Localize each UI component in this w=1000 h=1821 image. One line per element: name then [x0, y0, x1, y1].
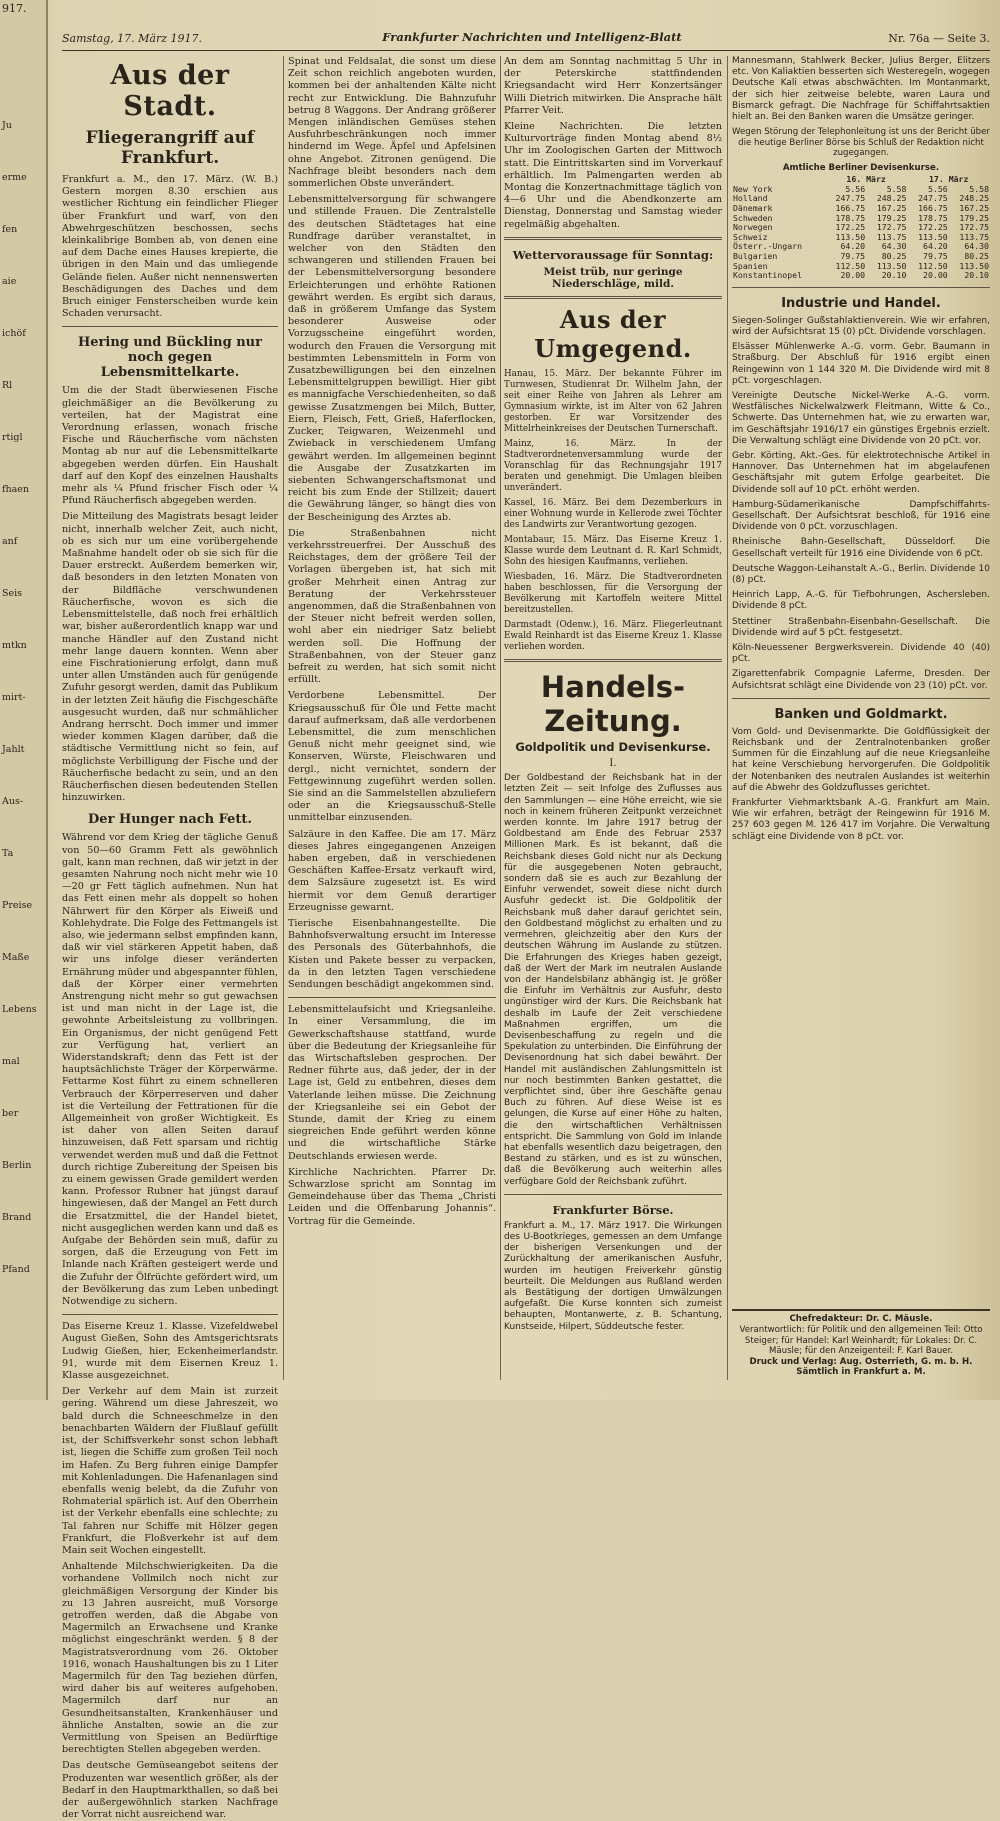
article-text: Kleine Nachrichten. Die letzten Kulturvorträge finden Montag abend 8½ Uhr im Zoologischen Garten der Mittwoch statt. Die Eintrittskarten sind im Vorverkauf erhältlich. Im Palmengarten werden ab Montag die Konzertnachmittage täglich von 4—6 Uhr und die Abendkonzerte am Dienstag, Donnerstag und Samstag wieder regelmäßig abgehalten. — [504, 121, 722, 230]
article-text: Deutsche Waggon-Leihanstalt A.-G., Berlin. Dividende 10 (8) pCt. — [732, 563, 990, 586]
article-text: Der Verkehr auf dem Main ist zurzeit gering. Während um diese Jahreszeit, wo bald durch die Schneeschmelze in den benachbarten Wäldern der Flußlauf gefüllt ist, der Schiffsverkehr sonst schon lebhaft ist, liegen die Schiffe zum großen Teil noch im Hafen. Zu Berg fuhren einige Dampfer mit Kohlenladungen. Die Hafenanlagen sind ebenfalls wenig belebt, da die Zufuhr von Rohmaterial spärlich ist. Auf den Oberrhein ist der Verkehr ebenfalls eine schlechte; zu Tal fahren nur Schiffe mit Hölzer gegen Frankfurt, die Floßverkehr ist auf dem Main seit Wochen eingestellt. — [62, 1386, 278, 1556]
divider — [504, 659, 722, 662]
strip-fragment: ber — [2, 1108, 19, 1119]
article-text: Lebensmittelaufsicht und Kriegsanleihe. In einer Versammlung, die im Gewerkschaftshause stattfand, wurde über die Bedeutung der Kriegsanleihe für das Wirtschaftsleben gesprochen. Der Redner führte aus, daß jeder, der in der Lage ist, Geld zu entbehren, dieses dem Vaterlande leihen müsse. Die Zeichnung der Kriegsanleihe sei ein Gebot der Stunde, damit der Krieg zu einem siegreichen Ende geführt werden könne und die wirtschaftliche Stärke Deutschlands erwiesen werde. — [288, 1004, 496, 1162]
strip-fragment: fhaen — [2, 484, 30, 495]
article-text: Wiesbaden, 16. März. Die Stadtverordneten haben beschlossen, für die Versorgung der Bevölkerung mit Kartoffeln weitere Mittel bereitzustellen. — [504, 572, 722, 616]
article-text: Kirchliche Nachrichten. Pfarrer Dr. Schwarzlose spricht am Sonntag im Gemeindehause über das Thema „Christi Leiden und die Offenbarung Johannis“. Vortrag für die Gemeinde. — [288, 1166, 496, 1227]
article-text: Das deutsche Gemüseangebot seitens der Produzenten war wesentlich größer, als der Bedarf in den Hauptmarkthallen, so daß bei der außergewöhnlich starken Nachfrage der Vorrat nicht ausreichend war. — [62, 1760, 278, 1821]
fx-rate: 5.58 — [969, 183, 989, 194]
fx-rate: 80.25 — [964, 250, 989, 261]
article-text: Spinat und Feldsalat, die sonst um diese Zeit schon reichlich angeboten wurden, kommen bei der anhaltenden Kälte nicht recht zur Entwicklung. Die Bahnzufuhr betrug 8 Waggons. Der Andrang größerer Mengen inländischen Gemüses stehen Ausfuhrbeschränkungen noch immer hindernd im Wege. Äpfel und Apfelsinen ohne Angebot. Zitronen genügend. Die Nachfrage bleibt besonders nach dem sommerlichen Obste unverändert. — [288, 56, 496, 190]
divider — [504, 1194, 722, 1195]
strip-fragment: Maße — [2, 952, 30, 963]
fx-rate: 167.25 — [959, 203, 989, 213]
divider — [288, 997, 496, 998]
fx-col-date-2: 17. März — [928, 174, 969, 185]
fx-rate: 179.25 — [876, 212, 907, 223]
article-text: Während vor dem Krieg der tägliche Genuß von 50—60 Gramm Fett als gewöhnlich galt, kann man rechnen, daß wir jetzt in der gesamten Nahrung noch nicht mehr wie 10—20 gr Fett täglich aufnehmen. Nun hat das Fett einen mehr als doppelt so hohen Nährwert für den Körper als Eiweiß und Kohlehydrate. Die Folge des Fettmangels ist also, wie jedermann selbst empfinden kann, daß wir viel stärkeren Appetit haben, daß wir uns infolge dieser veränderten Ernährung müder und abgespannter fühlen, daß der Körper einer vermehrten Anstrengung nicht mehr so gut gewachsen ist und man nicht in der Lage ist, die gewohnte Arbeitsleistung zu vollbringen. Ein Organismus, der nicht genügend Fett zur Verfügung hat, verliert an Widerstandskraft; denn das Fett ist der hauptsächlichste Träger der Körperwärme. Fettarme Kost führt zu einem schnelleren Verbrauch der Körperreserven und daher ist die Verteilung der Fettrationen für die Allgemeinheit von großer Wichtigkeit. Es ist daher von allen Seiten darauf hinzuweisen, daß Fett sparsam und richtig verwendet werden muß und daß die Fettnot durch richtige Zubereitung der Speisen bis zu einem gewissen Grade gemildert werden kann. Professor Rubner hat jüngst darauf hingewiesen, daß der Mangel an Fett durch die Ersatzmittel, die der Handel bietet, nicht ausgeglichen werden kann und daß es Aufgabe der Behörden sein muß, dafür zu sorgen, daß die Erzeugung von Fett im Inlande nach Kräften gesteigert werde und die Zufuhr der Ölfrüchte gefördert wird, um der Bevölkerung das zum Leben unbedingt Notwendige zu sichern. — [62, 832, 278, 1308]
fx-rate: 112.50 — [835, 260, 866, 271]
article-text: Heinrich Lapp, A.-G. für Tiefbohrungen, Aschersleben. Dividende 8 pCt. — [732, 590, 990, 612]
section-heading-industrie: Industrie und Handel. — [781, 295, 941, 311]
page-header — [62, 28, 990, 51]
article-text: Vereinigte Deutsche Nickel-Werke A.-G. vorm. Westfälisches Nickelwalzwerk Fleitmann, Witte & Co., Schwerte. Das Unternehmen hat, wie zu erwarten war, im Geschäftsjahr 1916/17 ein günstiges Ergebnis erzielt. Die Verwaltung schlägt eine Dividende von 20 pCt. vor. — [732, 390, 990, 446]
fx-rate: 64.20 — [840, 241, 866, 252]
column-3 — [504, 56, 722, 1380]
fx-rate: 172.25 — [835, 222, 866, 233]
fx-rate: 172.75 — [959, 222, 989, 233]
fx-currency: Norwegen — [733, 222, 773, 233]
strip-year: 917. — [2, 2, 27, 15]
article-text: Montabaur, 15. März. Das Eiserne Kreuz 1. Klasse wurde dem Leutnant d. R. Karl Schmidt, Sohn des hiesigen Kaufmanns, verliehen. — [504, 535, 722, 568]
imprint-box — [732, 1309, 990, 1378]
article-text: Das Eiserne Kreuz 1. Klasse. Vizefeldwebel August Gießen, Sohn des Amtsgerichtsrats Ludwig Gießen, hier, Eckenheimerlandstr. 91, wurde mit dem Eisernen Kreuz 1. Klasse ausgezeichnet. — [62, 1321, 278, 1382]
fx-rate: 178.75 — [918, 212, 948, 223]
fx-col-date-1: 16. März — [846, 174, 886, 185]
article-text: Köln-Neuessener Bergwerksverein. Dividende 40 (40) pCt. — [732, 643, 990, 665]
strip-fragment: Aus- — [2, 796, 24, 807]
strip-fragment: rtigl — [2, 432, 23, 443]
article-text: Anhaltende Milchschwierigkeiten. Da die vorhandene Vollmilch noch nicht zur gleichmäßigen Versorgung der Kinder bis zu 13 Jahren ausreicht, muß Vorsorge getroffen werden, daß die Abgabe von Magermilch an Erwachsene und Kranke möglichst eingeschränkt werden. § 8 der Magistratsverordnung vom 26. Oktober 1916, wonach Haushaltungen bis zu 1 Liter Magermilch für den Tag beziehen dürfen, wird daher bis auf weiteres aufgehoben. Magermilch darf nur an Gesundheitsanstalten, Krankenhäuser und ähnliche Anstalten, sowie an die zur Vermittlung von Speisen an Bedürftige berechtigten Stellen abgegeben werden. — [62, 1561, 278, 1756]
article-text: An dem am Sonntag nachmittag 5 Uhr in der Peterskirche stattfindenden Kriegsandacht wird Herr Konzertsänger Willi Dietrich mitwirken. Die Ansprache hält Pfarrer Veit. — [504, 56, 722, 116]
strip-fragment: ichöf — [2, 328, 26, 339]
divider — [732, 287, 990, 288]
fx-rate: 178.75 — [835, 212, 866, 223]
strip-fragment: Pfand — [2, 1264, 30, 1275]
article-text: Die Mitteilung des Magistrats besagt leider nicht, innerhalb welcher Zeit, auch nicht, ob es sich nur um eine vorübergehende Maßnahme handelt oder ob sie sich für die Dauer erstreckt. Außerdem bemerken wir, daß besonders in den letzten Monaten von der Bildfläche verschwundenen Räucherfische, wovon es sich die Lebensmittelstelle, daß noch frei erhältlich war, bisher außerordentlich knapp war und manche Händler auf den Zustand nicht mehr lange dauern konnten. Wenn aber eine Fischrationierung erfolgt, dann muß unter allen Umständen auch für genügende Zufuhr gesorgt werden, damit das Publikum in der letzten Zeit häufig die Fischgeschäfte ausgesucht wurden, daß nur schmählicher Andrang herrscht. Doch immer und immer wieder kommen Klagen darüber, daß die städtische Vermittlung nicht so fein, auf möglichste Verbilligung der Fische und der Räucherfische bedacht zu sein, und an den Räucherfischen diesen bedeutenden Stellen hinzuwirken. — [62, 511, 278, 804]
fx-rate: 113.50 — [835, 231, 866, 242]
strip-fragment: Preise — [2, 900, 33, 911]
fx-rate: 179.25 — [959, 212, 989, 223]
fx-currency: Österr.-Ungarn — [733, 241, 803, 252]
fx-currency: Dänemark — [733, 203, 773, 213]
article-text: Elsässer Mühlenwerke A.-G. vorm. Gebr. Baumann in Straßburg. Der Abschluß für 1916 ergibt einen Reingewinn von 1 144 320 M. Die Dividende wird mit 8 pCt. vorgeschlagen. — [732, 342, 990, 386]
fx-rate: 247.75 — [918, 193, 948, 204]
imprint-publisher: Druck und Verlag: Aug. Osterrieth, G. m. b. H. Sämtlich in Frankfurt a. M. — [749, 1356, 973, 1378]
article-text: Frankfurter Viehmarktsbank A.-G. Frankfurt am Main. Wie wir erfahren, beträgt der Reingewinn für 1916 M. 257 603 gegen M. 126 417 im Vorjahre. Die Verwaltung schlägt eine Dividende von 8 pCt. vor. — [732, 798, 990, 842]
article-text: Gebr. Körting, Akt.-Ges. für elektrotechnische Artikel in Hannover. Das Unternehmen hat im abgelaufenen Geschäftsjahr mit gutem Erfolge gearbeitet. Die Dividende soll auf 10 pCt. erhöht werden. — [732, 450, 990, 495]
fx-rate: 113.75 — [876, 231, 907, 242]
strip-fragment: fen — [2, 224, 18, 235]
strip-fragment: erme — [2, 172, 27, 183]
article-text: Vom Gold- und Devisenmarkte. Die Goldflüssigkeit der Reichsbank und der Zentralnotenbanken großer Summen für die Einzahlung auf die neue Kriegsanleihe hat keine Verschiebung hervorgerufen. Die Goldpolitik der Notenbanken des neutralen Auslandes ist weiterhin auf die Abwehr des Goldzuflusses gerichtet. — [732, 726, 990, 793]
fx-rate: 247.75 — [835, 193, 866, 204]
strip-fragment: Jahlt — [2, 744, 25, 755]
fx-rates-table — [732, 175, 990, 281]
strip-fragment: Rl — [2, 380, 13, 391]
article-text: Kassel, 16. März. Bei dem Dezemberkurs in einer Wohnung wurde in Kellerode zwei Töchter des Landwirts zur Verantwortung gezogen. — [504, 498, 722, 531]
article-text: Salzäure in den Kaffee. Die am 17. März dieses Jahres eingegangenen Anzeigen haben ergeben, daß in verschiedenen Geschäften Kaffee-Ersatz verkauft wird, dem Salzsäure zugesetzt ist. Es wird hiermit vor dem Genuß derartiger Erzeugnisse gewarnt. — [288, 828, 496, 913]
article-text: Der Goldbestand der Reichsbank hat in der letzten Zeit — seit Infolge des Zuflusses aus den Sammlungen — eine Höhe erreicht, wie sie noch in keinem früheren Zeitpunkt verzeichnet werden konnte. Im Jahre 1917 betrug der Goldbestand am Ende des Februar 2537 Millionen Mark. Es ist bekannt, daß die Reichsbank dieses Gold nicht nur als Deckung für die ausgegebenen Noten gebraucht, sondern daß sie es auch zur Bezahlung der Einfuhr verwendet, soweit diese nicht durch Ausfuhr gedeckt ist. Die Goldpolitik der Reichsbank muß daher darauf gerichtet sein, den Goldbestand möglichst zu erhalten und zu vermehren, gleichzeitig aber den Kurs der deutschen Währung im Auslande zu stützen. Die Erfahrungen des Krieges haben gezeigt, daß der Wert der Mark im neutralen Auslande von der Handelsbilanz abhängig ist. Je größer die Einfuhr im Verhältnis zur Ausfuhr, desto ungünstiger wird der Kurs. Die Reichsbank hat deshalb im Laufe der Zeit verschiedene Maßnahmen ergriffen, um die Devisenbeschaffung zu regeln und die Spekulation zu unterbinden. Die Einführung der Devisenordnung hat sich dabei bewährt. Der Handel mit ausländischen Zahlungsmitteln ist nur noch bestimmten Banken gestattet, die verpflichtet sind, über ihre Geschäfte genau Buch zu führen. Auf diese Weise ist es gelungen, die Kurse auf einer Höhe zu halten, die den wirtschaftlichen Verhältnissen entspricht. Die Sammlung von Gold im Inlande hat ebenfalls wesentlich dazu beigetragen, den Bestand zu stärken, und es ist zu wünschen, daß die Bevölkerung auch weiterhin alles verfügbare Gold der Reichsbank zuführt. — [504, 773, 722, 1187]
divider — [62, 1314, 278, 1315]
article-text: Die Straßenbahnen nicht verkehrsstreuerfrei. Der Ausschuß des Reichstages, dem der größere Teil der Vorlagen übergeben ist, hat sich mit großer Mehrheit einen Antrag zur Beratung der Verkehrssteuer angenommen, daß die Straßenbahnen von der Steuer nicht befreit werden sollen, wohl aber ein niedriger Satz beliebt werden soll. Die Hoffnung der Straßenbahnen, von der Steuer ganz befreit zu werden, hat sich somit nicht erfüllt. — [288, 527, 496, 686]
article-text: Mannesmann, Stahlwerk Becker, Julius Berger, Elitzers etc. Von Kaliaktien besserten sich Westeregeln, wogegen Deutsche Kali etwas abschwächten. Im Montanmarkt, der sich hier zeitweise belebte, waren Laura und Bismarck gefragt. Die Nachfrage für Schiffahrtsaktien hielt an. Bei den Banken waren die Umsätze geringer. — [732, 56, 990, 123]
article-text: Rheinische Bahn-Gesellschaft, Düsseldorf. Die Gesellschaft verteilt für 1916 eine Dividende von 6 pCt. — [732, 537, 990, 559]
fx-rate: 20.10 — [881, 270, 907, 281]
strip-fragment: Lebens — [2, 1004, 37, 1015]
fx-row — [732, 271, 990, 281]
fx-rate: 166.75 — [835, 203, 866, 213]
article-text: Hanau, 15. März. Der bekannte Führer im Turnwesen, Studienrat Dr. Wilhelm Jahn, der seit einer Reihe von Jahren als Lehrer am Gymnasium wirkte, ist im Alter von 62 Jahren gestorben. Er war Vorsitzender des Mittelrheinkreises der Deutschen Turnerschaft. — [504, 369, 722, 435]
fx-currency: New York — [733, 183, 773, 194]
article-text: Tierische Eisenbahnangestellte. Die Bahnhofsverwaltung ersucht im Interesse des Personals des Güterbahnhofs, die Kisten und Pakete besser zu verpacken, da in den letzten Tagen verschiedene Sendungen beschädigt angekommen sind. — [288, 918, 496, 991]
divider — [504, 296, 722, 299]
telephone-notice: Wegen Störung der Telephonleitung ist uns der Bericht über die heutige Berliner Börse bis Schluß der Redaktion nicht zugegangen. — [732, 127, 990, 159]
strip-fragment: aie — [2, 276, 17, 287]
fx-rate: 64.30 — [964, 241, 989, 252]
fx-rate: 64.20 — [923, 241, 948, 252]
previous-page-strip — [0, 0, 48, 1400]
article-text: Stettiner Straßenbahn-Eisenbahn-Gesellschaft. Die Dividende wird auf 5 pCt. festgesetzt. — [732, 616, 990, 638]
fx-rate: 5.56 — [845, 183, 866, 194]
strip-fragment: mtkn — [2, 640, 27, 651]
fx-rate: 113.75 — [959, 231, 989, 242]
article-text: Zigarettenfabrik Compagnie Laferme, Dresden. Der Aufsichtsrat schlägt eine Dividende von 23 (10) pCt. vor. — [732, 669, 990, 691]
article-text: Siegen-Solinger Gußstahlaktienverein. Wie wir erfahren, wird der Aufsichtsrat 15 (0) pCt. Dividende vorschlagen. — [732, 315, 990, 337]
fx-currency: Schweden — [733, 212, 773, 223]
article-text: Frankfurt a. M., den 17. März. (W. B.) Gestern morgen 8.30 erschien aus westlicher Richtung ein feindlicher Flieger über Frankfurt und warf, von den Abwehrgeschützen beschossen, sechs kleinkalibrige Bomben ab, von denen eine auf dem Dache eines Hauses krepierte, die übrigen in den Main und das umliegende Gelände fielen. Außer nicht nennenswerten Beschädigungen des Daches und dem Bruch einiger Fensterscheiben wurde kein Schaden verursacht. — [62, 174, 278, 320]
fx-rate: 20.00 — [840, 270, 866, 281]
section-heading-banken: Banken und Goldmarkt. — [774, 706, 948, 722]
column-rule — [500, 56, 501, 1380]
article-title-hering: Hering und Bückling nur noch gegen Lebensmittelkarte. — [78, 335, 262, 381]
strip-fragment: Brand — [2, 1212, 32, 1223]
fx-rate: 248.25 — [959, 193, 989, 204]
article-title-hunger: Der Hunger nach Fett. — [88, 812, 252, 828]
fx-rate: 113.50 — [876, 260, 907, 271]
article-title-goldpolitik: Goldpolitik und Devisenkurse. — [515, 740, 711, 755]
article-text: Darmstadt (Odenw.), 16. März. Fliegerleutnant Ewald Reinhardt ist das Eiserne Kreuz 1. Klasse verliehen worden. — [504, 620, 722, 653]
strip-fragment: Ta — [2, 848, 14, 859]
fx-currency: Spanien — [733, 260, 768, 271]
column-rule — [727, 56, 728, 1380]
header-date: Samstag, 17. März 1917. — [62, 32, 203, 45]
column-1 — [62, 56, 278, 1821]
fx-currency: Schweiz — [733, 231, 768, 242]
weather-heading: Wettervoraussage für Sonntag: — [512, 247, 714, 262]
strip-fragment: Seis — [2, 588, 23, 599]
article-title-fliegerangriff: Fliegerangriff auf Frankfurt. — [85, 128, 255, 168]
column-2 — [288, 56, 496, 1380]
fx-rate: 79.75 — [923, 250, 948, 261]
imprint-editor: Chefredakteur: Dr. C. Mäusle. — [789, 1314, 933, 1325]
fx-rate: 113.50 — [918, 231, 948, 242]
fx-table-title: Amtliche Berliner Devisenkurse. — [782, 162, 940, 173]
header-title: Frankfurter Nachrichten und Intelligenz-Blatt — [382, 30, 682, 44]
fx-rate: 166.75 — [918, 203, 948, 213]
section-heading-handelszeitung: Handels-Zeitung. — [540, 670, 686, 739]
strip-fragment: mirt- — [2, 692, 26, 703]
fx-rate: 167.25 — [876, 203, 907, 213]
fx-rate: 172.25 — [918, 222, 948, 233]
imprint-responsible: Verantwortlich: für Politik und den allgemeinen Teil: Otto Steiger; für Handel: Karl Weinhardt; für Lokales: Dr. C. Mäusle; für den Anzeigenteil: F. Karl Bauer. — [739, 1325, 983, 1357]
strip-fragment: mal — [2, 1056, 20, 1067]
strip-fragment: Berlin — [2, 1160, 32, 1171]
article-text: Hamburg-Südamerikanische Dampfschiffahrts-Gesellschaft. Der Aufsichtsrat beschloß, für 1916 eine Dividende von 0 pCt. vorzuschlagen. — [732, 499, 990, 533]
fx-rate: 64.30 — [881, 241, 907, 252]
divider — [62, 326, 278, 327]
fx-rate: 5.58 — [886, 183, 907, 194]
article-text: Frankfurt a. M., 17. März 1917. Die Wirkungen des U-Bootkrieges, gemessen an dem Umfange der bisherigen Versenkungen und der Zurückhaltung der amerikanischen Ausfuhr, wurden im heutigen Freiverkehr günstig beurteilt. Die Meldungen aus Rußland werden als Bestätigung der dortigen Umwälzungen aufgefaßt. Die Kurse konnten sich zumeist behaupten, Montanwerte, z. B. Schantung, Kunstseide, Hilpert, Süddeutsche fester. — [504, 1220, 722, 1332]
article-title-boerse: Frankfurter Börse. — [552, 1202, 674, 1217]
column-4 — [732, 56, 990, 1380]
fx-rate: 5.56 — [927, 183, 948, 194]
part-number: I. — [609, 758, 617, 770]
fx-rate: 20.10 — [964, 270, 989, 281]
column-rule — [283, 56, 284, 1380]
strip-fragment: anf — [2, 536, 18, 547]
section-heading-stadt: Aus der Stadt. — [110, 60, 230, 122]
fx-currency: Holland — [733, 193, 768, 204]
fx-currency: Bulgarien — [733, 250, 778, 261]
header-page: Nr. 76a — Seite 3. — [888, 32, 990, 45]
divider — [504, 237, 722, 240]
article-text: Verdorbene Lebensmittel. Der Kriegsausschuß für Öle und Fette macht darauf aufmerksam, daß alle verdorbenen Lebensmittel, die zum menschlichen Genuß nicht mehr geeignet sind, wie Konserven, Würste, Fleischwaren und dergl., nicht vernichtet, sondern der Fettgewinnung zugeführt werden sollen. Sie sind an die Sammelstellen abzuliefern oder an die Kriegsausschuß-Stelle unmittelbar einzusenden. — [288, 690, 496, 824]
fx-rate: 113.50 — [959, 260, 989, 271]
article-text: Mainz, 16. März. In der Stadtverordnetenversammlung wurde der Voranschlag für das Rechnungsjahr 1917 beraten und genehmigt. Die Umlagen bleiben unverändert. — [504, 439, 722, 494]
fx-rate: 20.00 — [923, 270, 948, 281]
fx-rate: 112.50 — [918, 260, 948, 271]
fx-currency: Konstantinopel — [733, 270, 803, 281]
divider — [732, 698, 990, 699]
fx-rate: 79.75 — [840, 250, 866, 261]
weather-forecast: Meist trüb, nur geringe Niederschläge, mild. — [543, 265, 683, 291]
article-text: Um die der Stadt überwiesenen Fische gleichmäßiger an die Bevölkerung zu verteilen, hat der Magistrat eine Verordnung erlassen, wonach frische Fische und Räucherfische vom nächsten Montag ab nur auf die Lebensmittelkarte abgegeben werden dürfen. Ein Haushalt darf auf den Kopf des einzelnen Haushalts mehr als ¼ Pfund frischer Fisch oder ¼ Pfund Räucherfisch abgegeben werden. — [62, 385, 278, 507]
fx-rate: 80.25 — [881, 250, 907, 261]
strip-fragment: Ju — [2, 120, 12, 131]
fx-rate: 172.75 — [876, 222, 907, 233]
article-text: Lebensmittelversorgung für schwangere und stillende Frauen. Die Zentralstelle des deutschen Städtetages hat eine Rundfrage darüber veranstaltet, in welcher von den Städten den schwangeren und stillenden Frauen bei der Lebensmittelversorgung besondere Erleichterungen und erhöhte Rationen gewährt werden. Es ergibt sich daraus, daß in größerem Umfange das System besonderer Ausweise oder Vorzugsscheine eingeführt worden, wodurch den Frauen die Versorgung mit bestimmten Lebensmitteln in Form von Zusatzbewilligungen bei den einzelnen Lebensmittelgruppen bewilligt. Hier gibt es mannigfache Verschiedenheiten, so daß gewisse Zusatzmengen bei Milch, Butter, Eiern, Fleisch, Fett, Grieß, Haferflocken, Zucker, Teigwaren, Weizenmehl und Zwieback in verschiedenem Umfang gewährt werden. Im allgemeinen beginnt die Ausgabe der Zusatzkarten im siebenten Schwangerschaftsmonat und reicht bis zum Ende der Stillzeit; dauert die Gewährung länger, so hängt dies von der Bescheinigung des Arztes ab. — [288, 194, 496, 523]
section-heading-umgegend: Aus der Umgegend. — [534, 305, 692, 364]
fx-rate: 248.25 — [876, 193, 907, 204]
